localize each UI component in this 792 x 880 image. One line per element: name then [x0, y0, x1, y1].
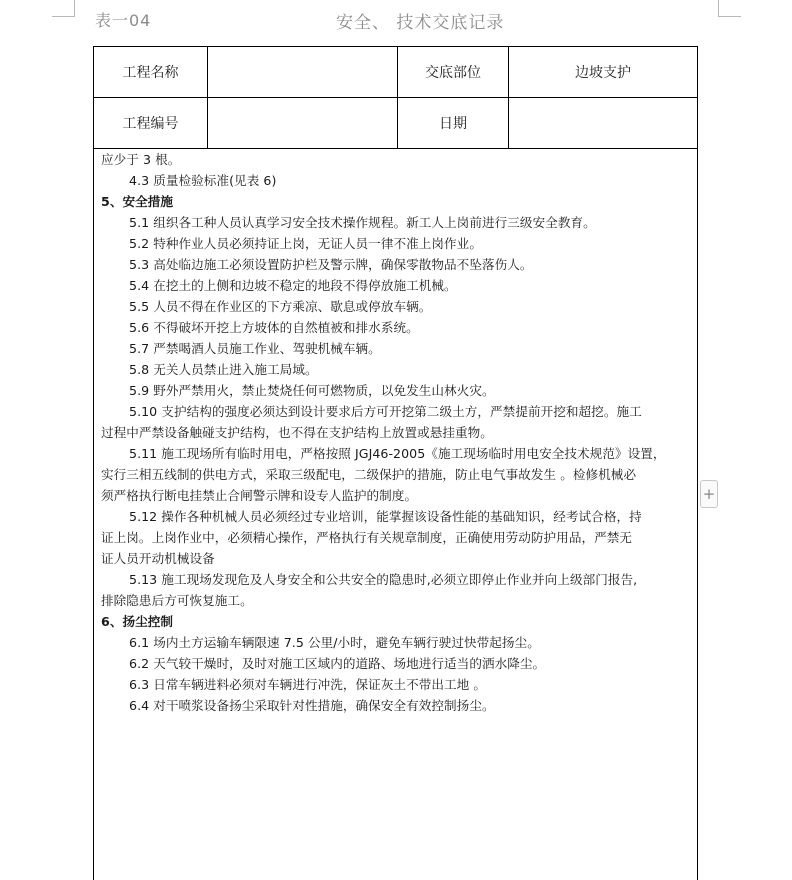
page-corner-mark-left: [52, 0, 75, 17]
content-line: 6.2 天气较干燥时，及时对施工区域内的道路、场地进行适当的洒水降尘。: [129, 656, 546, 671]
content-line: 5.8 无关人员禁止进入施工局域。: [129, 362, 318, 377]
content-line: 6.3 日常车辆进料必须对车辆进行冲洗，保证灰土不带出工地 。: [129, 677, 487, 692]
page-corner-mark-right: [718, 0, 741, 17]
content-line: 5.5 人员不得在作业区的下方乘凉、歇息或停放车辆。: [129, 299, 432, 314]
date-label: 日期: [398, 98, 509, 148]
form-code: 表一04: [95, 11, 152, 30]
content-line: 5.11 施工现场所有临时用电，严格按照 JGJ46-2005《施工现场临时用电安全技术规范》设置，: [129, 446, 666, 461]
content-line: 5.7 严禁喝酒人员施工作业、驾驶机械车辆。: [129, 341, 381, 356]
info-row-1: [94, 47, 697, 98]
plus-icon: +: [702, 485, 716, 503]
project-no-label: 工程编号: [94, 98, 208, 148]
content-line: 5.3 高处临边施工必须设置防护栏及警示牌，确保零散物品不坠落伤人。: [129, 257, 533, 272]
content-line: 应少于 3 根。: [101, 152, 181, 167]
content-line: 5.12 操作各种机械人员必须经过专业培训，能掌握该设备性能的基础知识，经考试合格，持: [129, 509, 642, 524]
content-line: 过程中严禁设备触碰支护结构，也不得在支护结构上放置或悬挂重物。: [101, 425, 493, 440]
content-line: 证人员开动机械设备: [101, 551, 215, 566]
content-line: 实行三相五线制的供电方式，采取三级配电，二级保护的措施，防止电气事故发生 。检修机械必: [101, 467, 637, 482]
content-line: 4.3 质量检验标准(见表 6): [129, 173, 277, 188]
content-line: 须严格执行断电挂禁止合闸警示牌和设专人监护的制度。: [101, 488, 418, 503]
content-line: 5.1 组织各工种人员认真学习安全技术操作规程。新工人上岗前进行三级安全教育。: [129, 215, 596, 230]
side-expand-button[interactable]: [700, 480, 718, 508]
record-table: [93, 46, 698, 880]
project-name-label: 工程名称: [94, 47, 208, 97]
location-value[interactable]: 边坡支护: [575, 65, 631, 81]
content-line: 证上岗。上岗作业中，必须精心操作，严格执行有关规章制度，正确使用劳动防护用品，严禁无: [101, 530, 633, 545]
content-line: 5.6 不得破坏开挖上方坡体的自然植被和排水系统。: [129, 320, 419, 335]
info-row-2: [94, 98, 697, 149]
content-line: 5.9 野外严禁用火，禁止焚烧任何可燃物质，以免发生山林火灾。: [129, 383, 495, 398]
content-line: 6.4 对干喷浆设备扬尘采取针对性措施，确保安全有效控制扬尘。: [129, 698, 495, 713]
content-line: 5.4 在挖土的上侧和边坡不稳定的地段不得停放施工机械。: [129, 278, 457, 293]
section-heading-dust: 6、扬尘控制: [101, 614, 174, 629]
content-line: 排除隐患后方可恢复施工。: [101, 593, 253, 608]
location-label: 交底部位: [398, 47, 509, 97]
date-value[interactable]: [509, 98, 697, 148]
content-line: 5.2 特种作业人员必须持证上岗，无证人员一律不准上岗作业。: [129, 236, 482, 251]
document-title: 安全、 技术交底记录: [336, 13, 505, 33]
content-line: 5.10 支护结构的强度必须达到设计要求后方可开挖第二级土方，严禁提前开挖和超挖。施工: [129, 404, 642, 419]
content-line: 6.1 场内土方运输车辆限速 7.5 公里/小时，避免车辆行驶过快带起扬尘。: [129, 635, 540, 650]
project-no-value[interactable]: [208, 98, 398, 148]
content-line: 5.13 施工现场发现危及人身安全和公共安全的隐患时,必须立即停止作业并向上级部门报告,: [129, 572, 638, 587]
project-name-value[interactable]: [208, 47, 398, 97]
section-heading-safety: 5、安全措施: [101, 194, 174, 209]
